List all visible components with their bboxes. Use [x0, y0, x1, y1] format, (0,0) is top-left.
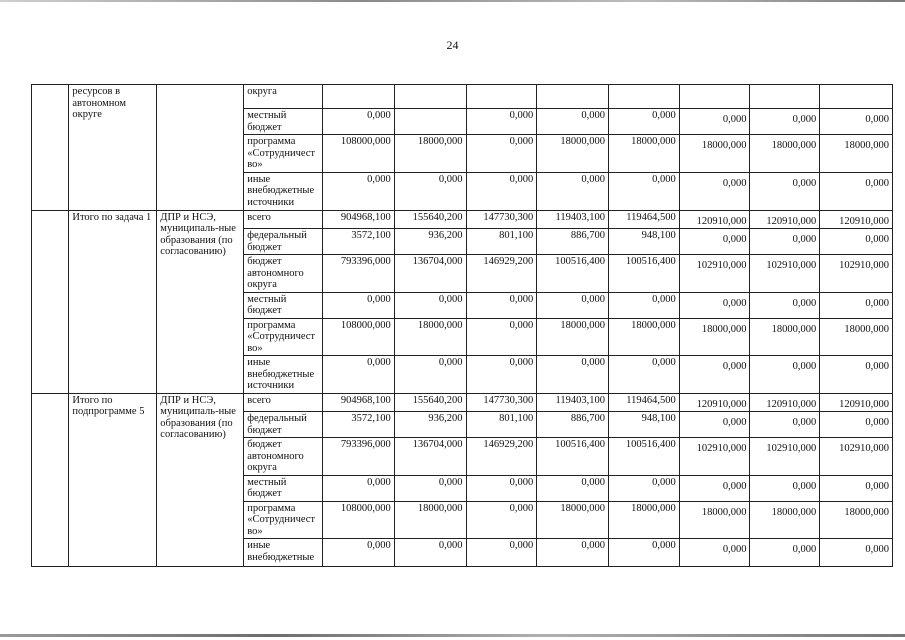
funding-source: всего: [244, 393, 323, 412]
amount-cell: [323, 255, 395, 293]
amount-cell: [466, 393, 537, 412]
amount-value: 0,000: [722, 480, 747, 492]
amount-value: 0,000: [722, 177, 747, 189]
funding-source: местный бюджет: [244, 475, 323, 501]
amount-cell: [750, 172, 820, 210]
amount-value: 108000,000: [340, 319, 391, 331]
amount-value: 793396,000: [340, 256, 391, 267]
scan-edge-top: [0, 0, 905, 2]
amount-cell: [394, 356, 466, 394]
amount-cell: [609, 135, 680, 173]
amount-value: 120910,000: [766, 398, 817, 410]
amount-value: 0,000: [792, 544, 817, 555]
amount-cell: [750, 85, 820, 109]
budget-table: [31, 84, 893, 567]
amount-cell: [466, 109, 537, 135]
amount-cell: [820, 393, 893, 412]
funding-source: местный бюджет: [244, 109, 323, 135]
amount-value: 948,100: [641, 413, 676, 424]
amount-value: 0,000: [581, 173, 605, 185]
amount-value: 0,000: [865, 177, 889, 189]
amount-cell: [537, 135, 609, 173]
amount-value: 0,000: [652, 476, 676, 488]
table-row: [32, 85, 893, 109]
amount-cell: [820, 85, 893, 109]
amount-cell: [609, 501, 680, 539]
funding-source: округа: [244, 85, 323, 109]
amount-value: 0,000: [865, 544, 889, 555]
amount-value: 0,000: [509, 540, 534, 551]
funding-source: бюджет автономного округа: [244, 255, 323, 293]
amount-cell: [323, 356, 395, 394]
amount-value: 0,000: [722, 297, 747, 309]
amount-value: 102910,000: [766, 260, 817, 271]
amount-value: 0,000: [438, 357, 463, 368]
amount-cell: [323, 438, 395, 476]
amount-value: 100516,400: [625, 439, 676, 450]
amount-value: 18000,000: [417, 319, 463, 331]
amount-cell: [679, 135, 750, 173]
amount-cell: [679, 438, 750, 476]
responsible-executor: ДПР и НСЭ, муниципаль-ные образования (по согласованию): [157, 210, 244, 393]
amount-value: 0,000: [438, 173, 463, 185]
amount-cell: [537, 85, 609, 109]
amount-cell: [679, 356, 750, 394]
amount-cell: [750, 109, 820, 135]
amount-cell: [537, 393, 609, 412]
amount-value: 0,000: [509, 319, 534, 331]
amount-cell: [820, 292, 893, 318]
block-label: Итого по подпрограмме 5: [69, 393, 157, 567]
amount-value: 136704,000: [412, 256, 463, 267]
amount-value: 18000,000: [417, 136, 463, 147]
amount-cell: [537, 475, 609, 501]
amount-value: 120910,000: [696, 398, 747, 410]
amount-cell: [323, 318, 395, 356]
table-body: [32, 85, 893, 567]
amount-cell: [394, 393, 466, 412]
amount-value: 0,000: [722, 544, 747, 555]
amount-value: 904968,100: [340, 394, 391, 406]
amount-cell: [466, 85, 537, 109]
funding-source: местный бюджет: [244, 292, 323, 318]
amount-value: 0,000: [509, 502, 534, 514]
amount-cell: [537, 318, 609, 356]
row-number-cell: [32, 85, 69, 211]
amount-cell: [323, 135, 395, 173]
amount-value: 0,000: [367, 540, 391, 551]
amount-value: 102910,000: [696, 443, 747, 454]
amount-cell: [537, 292, 609, 318]
amount-cell: [609, 255, 680, 293]
amount-value: 936,200: [428, 230, 463, 241]
amount-value: 0,000: [581, 110, 605, 121]
amount-value: 0,000: [652, 540, 676, 551]
funding-source: иные внебюджетные источники: [244, 356, 323, 394]
amount-value: 0,000: [438, 293, 463, 305]
amount-value: 0,000: [581, 357, 605, 368]
amount-value: 886,700: [570, 413, 605, 424]
amount-cell: [679, 318, 750, 356]
amount-cell: [537, 109, 609, 135]
amount-value: 0,000: [367, 476, 391, 488]
amount-cell: [609, 292, 680, 318]
amount-cell: [679, 393, 750, 412]
funding-source: программа «Сотрудничест во»: [244, 135, 323, 173]
amount-value: 100516,400: [625, 256, 676, 267]
amount-cell: [394, 412, 466, 438]
amount-value: 108000,000: [340, 502, 391, 514]
scan-edge-bottom: [0, 634, 905, 637]
amount-value: 0,000: [792, 361, 817, 372]
amount-value: 3572,100: [351, 230, 391, 241]
amount-value: 102910,000: [766, 443, 817, 454]
amount-cell: [394, 318, 466, 356]
amount-value: 0,000: [367, 173, 391, 185]
amount-value: 147730,300: [483, 394, 534, 406]
amount-value: 886,700: [570, 230, 605, 241]
amount-value: 119403,100: [555, 394, 605, 406]
amount-value: 100516,400: [555, 439, 605, 450]
amount-value: 119464,500: [626, 211, 676, 223]
amount-cell: [537, 539, 609, 567]
amount-cell: [750, 318, 820, 356]
amount-value: 0,000: [865, 417, 889, 428]
amount-cell: [750, 356, 820, 394]
amount-value: 102910,000: [696, 260, 747, 271]
amount-value: 18000,000: [844, 506, 889, 518]
amount-value: 155640,200: [412, 211, 463, 223]
amount-value: 0,000: [652, 110, 676, 121]
amount-value: 0,000: [722, 361, 747, 372]
amount-value: 102910,000: [839, 443, 889, 454]
row-number-cell: [32, 393, 69, 567]
amount-value: 18000,000: [631, 319, 676, 331]
amount-value: 0,000: [865, 361, 889, 372]
amount-cell: [820, 135, 893, 173]
amount-value: 0,000: [367, 357, 391, 368]
amount-cell: [394, 229, 466, 255]
amount-cell: [820, 229, 893, 255]
amount-value: 18000,000: [560, 319, 605, 331]
amount-cell: [466, 172, 537, 210]
amount-value: 18000,000: [417, 502, 463, 514]
amount-cell: [323, 539, 395, 567]
amount-value: 18000,000: [560, 136, 605, 147]
amount-cell: [394, 438, 466, 476]
amount-value: 18000,000: [560, 502, 605, 514]
amount-cell: [466, 255, 537, 293]
amount-value: 0,000: [792, 297, 817, 309]
amount-cell: [609, 393, 680, 412]
table-row: [32, 210, 893, 229]
amount-cell: [679, 172, 750, 210]
amount-cell: [679, 412, 750, 438]
amount-cell: [394, 475, 466, 501]
amount-cell: [323, 475, 395, 501]
amount-value: 147730,300: [483, 211, 534, 223]
amount-value: 18000,000: [701, 140, 747, 151]
amount-value: 3572,100: [351, 413, 391, 424]
amount-cell: [323, 501, 395, 539]
funding-source: иные внебюджетные источники: [244, 172, 323, 210]
amount-cell: [323, 210, 395, 229]
amount-cell: [750, 229, 820, 255]
amount-cell: [750, 412, 820, 438]
amount-value: 100516,400: [555, 256, 605, 267]
amount-cell: [394, 501, 466, 539]
amount-cell: [750, 438, 820, 476]
amount-value: 18000,000: [771, 140, 817, 151]
amount-value: 0,000: [581, 540, 605, 551]
amount-cell: [537, 501, 609, 539]
amount-cell: [466, 135, 537, 173]
amount-value: 18000,000: [631, 136, 676, 147]
amount-cell: [750, 539, 820, 567]
amount-value: 0,000: [438, 540, 463, 551]
funding-source: федеральный бюджет: [244, 412, 323, 438]
amount-cell: [323, 292, 395, 318]
amount-cell: [609, 172, 680, 210]
amount-value: 0,000: [865, 114, 889, 125]
amount-cell: [323, 393, 395, 412]
amount-value: 793396,000: [340, 439, 391, 450]
amount-value: 0,000: [865, 297, 889, 309]
amount-cell: [466, 210, 537, 229]
amount-cell: [466, 318, 537, 356]
amount-cell: [679, 85, 750, 109]
amount-cell: [820, 210, 893, 229]
amount-value: 120910,000: [696, 215, 747, 227]
funding-source: иные внебюджетные: [244, 539, 323, 567]
amount-value: 0,000: [722, 234, 747, 245]
amount-cell: [679, 229, 750, 255]
block-label: ресурсов в автономном округе: [69, 85, 157, 211]
amount-cell: [750, 475, 820, 501]
amount-cell: [820, 109, 893, 135]
amount-value: 801,100: [499, 230, 534, 241]
amount-value: 0,000: [581, 476, 605, 488]
amount-cell: [537, 356, 609, 394]
amount-value: 102910,000: [839, 260, 889, 271]
amount-value: 18000,000: [771, 323, 817, 335]
amount-cell: [609, 318, 680, 356]
amount-value: 0,000: [865, 234, 889, 245]
amount-cell: [609, 539, 680, 567]
amount-value: 0,000: [792, 417, 817, 428]
amount-cell: [323, 229, 395, 255]
responsible-executor: [157, 85, 244, 211]
amount-value: 0,000: [652, 173, 676, 185]
amount-cell: [679, 292, 750, 318]
amount-cell: [466, 229, 537, 255]
amount-cell: [679, 109, 750, 135]
amount-cell: [820, 255, 893, 293]
amount-value: 18000,000: [844, 323, 889, 335]
amount-cell: [466, 539, 537, 567]
amount-cell: [394, 255, 466, 293]
amount-cell: [820, 356, 893, 394]
amount-value: 0,000: [581, 293, 605, 305]
amount-cell: [394, 292, 466, 318]
amount-cell: [679, 501, 750, 539]
amount-cell: [679, 255, 750, 293]
amount-cell: [394, 109, 466, 135]
amount-cell: [609, 438, 680, 476]
amount-value: 18000,000: [771, 506, 817, 518]
amount-value: 18000,000: [631, 502, 676, 514]
funding-source: бюджет автономного округа: [244, 438, 323, 476]
amount-value: 119464,500: [626, 394, 676, 406]
amount-cell: [394, 210, 466, 229]
amount-cell: [820, 318, 893, 356]
amount-cell: [820, 172, 893, 210]
amount-cell: [609, 475, 680, 501]
amount-value: 155640,200: [412, 394, 463, 406]
amount-value: 0,000: [792, 177, 817, 189]
amount-cell: [679, 475, 750, 501]
amount-cell: [323, 109, 395, 135]
amount-cell: [750, 135, 820, 173]
amount-cell: [609, 356, 680, 394]
amount-value: [683, 86, 747, 90]
amount-value: 0,000: [509, 357, 534, 368]
amount-value: 0,000: [438, 476, 463, 488]
amount-value: 120910,000: [766, 215, 817, 227]
amount-value: 801,100: [499, 413, 534, 424]
amount-value: 0,000: [792, 480, 817, 492]
amount-cell: [537, 210, 609, 229]
amount-value: 0,000: [509, 476, 534, 488]
amount-value: 146929,200: [483, 439, 534, 450]
amount-cell: [466, 412, 537, 438]
amount-value: 0,000: [367, 293, 391, 305]
amount-cell: [820, 475, 893, 501]
amount-value: 0,000: [652, 357, 676, 368]
funding-source: программа «Сотрудничест во»: [244, 501, 323, 539]
amount-cell: [323, 85, 395, 109]
page-number: 24: [446, 38, 459, 52]
amount-cell: [537, 438, 609, 476]
amount-value: 904968,100: [340, 211, 391, 223]
amount-value: 0,000: [792, 234, 817, 245]
amount-value: 136704,000: [412, 439, 463, 450]
amount-value: 0,000: [865, 480, 889, 492]
amount-value: 120910,000: [839, 215, 889, 227]
amount-cell: [537, 412, 609, 438]
amount-cell: [394, 539, 466, 567]
amount-value: 120910,000: [839, 398, 889, 410]
amount-value: 0,000: [652, 293, 676, 305]
amount-cell: [609, 412, 680, 438]
amount-value: 0,000: [722, 114, 747, 125]
amount-cell: [466, 356, 537, 394]
funding-source: программа «Сотрудничест во»: [244, 318, 323, 356]
amount-value: 936,200: [428, 413, 463, 424]
amount-cell: [820, 438, 893, 476]
amount-value: 0,000: [509, 173, 534, 185]
amount-value: 146929,200: [483, 256, 534, 267]
amount-cell: [394, 135, 466, 173]
amount-value: 0,000: [722, 417, 747, 428]
amount-cell: [537, 229, 609, 255]
amount-cell: [537, 255, 609, 293]
amount-value: 0,000: [509, 136, 534, 147]
amount-cell: [466, 438, 537, 476]
amount-cell: [750, 292, 820, 318]
amount-value: 18000,000: [701, 506, 747, 518]
amount-cell: [750, 501, 820, 539]
amount-cell: [323, 412, 395, 438]
amount-cell: [609, 109, 680, 135]
amount-cell: [820, 501, 893, 539]
amount-cell: [679, 539, 750, 567]
amount-cell: [820, 539, 893, 567]
amount-cell: [820, 412, 893, 438]
amount-value: 0,000: [367, 110, 391, 121]
amount-value: [823, 86, 889, 90]
amount-cell: [750, 393, 820, 412]
amount-cell: [750, 255, 820, 293]
table-row: [32, 393, 893, 412]
amount-value: 18000,000: [844, 140, 889, 151]
amount-cell: [323, 172, 395, 210]
amount-value: 0,000: [792, 114, 817, 125]
amount-cell: [394, 172, 466, 210]
amount-value: 0,000: [509, 110, 534, 121]
amount-value: 948,100: [641, 230, 676, 241]
amount-cell: [609, 210, 680, 229]
amount-cell: [537, 172, 609, 210]
funding-source: всего: [244, 210, 323, 229]
amount-cell: [609, 85, 680, 109]
amount-cell: [679, 210, 750, 229]
amount-value: 119403,100: [555, 211, 605, 223]
amount-cell: [466, 292, 537, 318]
amount-cell: [466, 475, 537, 501]
amount-value: 18000,000: [701, 323, 747, 335]
responsible-executor: ДПР и НСЭ, муниципаль-ные образования (по согласованию): [157, 393, 244, 567]
amount-value: 0,000: [509, 293, 534, 305]
amount-cell: [750, 210, 820, 229]
block-label: Итого по задача 1: [69, 210, 157, 393]
amount-value: 108000,000: [340, 136, 391, 147]
funding-source: федеральный бюджет: [244, 229, 323, 255]
row-number-cell: [32, 210, 69, 393]
amount-cell: [466, 501, 537, 539]
amount-value: [753, 86, 816, 90]
amount-cell: [609, 229, 680, 255]
amount-cell: [394, 85, 466, 109]
